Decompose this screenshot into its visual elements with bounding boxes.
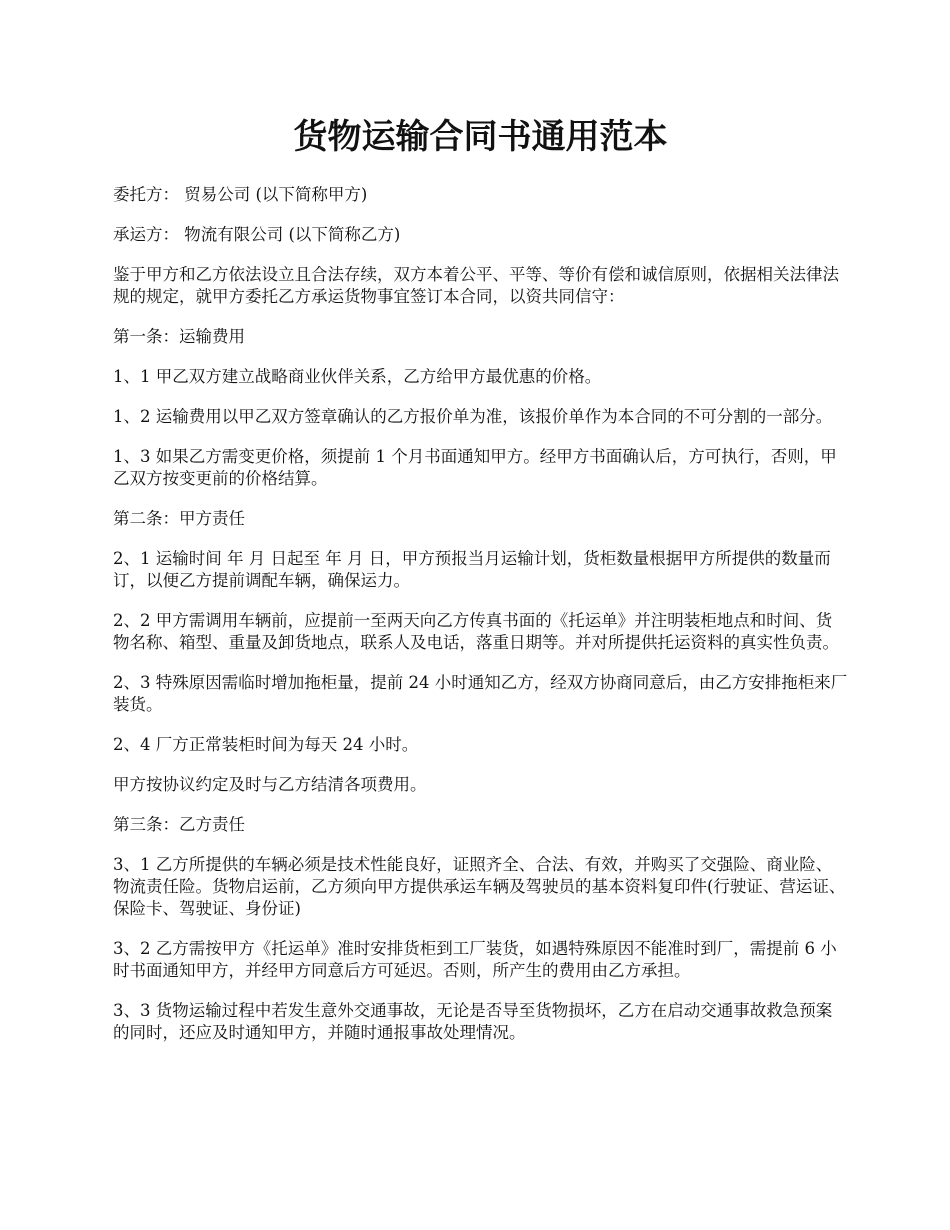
contract-page	[113, 110, 848, 1062]
article-2-heading: 第二条：甲方责任	[113, 509, 245, 528]
clause-2-1: 2、1 运输时间 年 月 日起至 年 月 日，甲方预报当月运输计划，货柜数量根据甲方所提供的数量而订，以便乙方提前调配车辆，确保运力。	[113, 549, 831, 590]
clause-2-4: 2、4 厂方正常装柜时间为每天 24 小时。	[113, 735, 419, 754]
preamble: 鉴于甲方和乙方依法设立且合法存续，双方本着公平、平等、等价有偿和诚信原则，依据相关法律法规的规定，就甲方委托乙方承运货物事宜签订本合同，以资共同信守：	[113, 265, 839, 306]
clause-3-3: 3、3 货物运输过程中若发生意外交通事故，无论是否导至货物损坏，乙方在启动交通事故救急预案的同时，还应及时通知甲方，并随时通报事故处理情况。	[113, 1001, 833, 1042]
clause-1-1: 1、1 甲乙双方建立战略商业伙伴关系，乙方给甲方最优惠的价格。	[113, 367, 602, 386]
clause-3-2: 3、2 乙方需按甲方《托运单》准时安排货柜到工厂装货，如遇特殊原因不能准时到厂，需提前 6 小时书面通知甲方，并经甲方同意后方可延迟。否则，所产生的费用由乙方承担。	[113, 939, 837, 980]
article-3-heading: 第三条：乙方责任	[113, 815, 245, 834]
clause-1-2: 1、2 运输费用以甲乙双方签章确认的乙方报价单为准，该报价单作为本合同的不可分割的一部分。	[113, 407, 833, 426]
article-1-heading: 第一条：运输费用	[113, 327, 245, 346]
document-title: 货物运输合同书通用范本	[293, 117, 668, 157]
clause-1-3: 1、3 如果乙方需变更价格，须提前 1 个月书面通知甲方。经甲方书面确认后，方可执行，否则，甲乙双方按变更前的价格结算。	[113, 447, 837, 488]
clause-2-2: 2、2 甲方需调用车辆前，应提前一至两天向乙方传真书面的《托运单》并注明装柜地点和时间、货物名称、箱型、重量及卸货地点，联系人及电话，落重日期等。并对所提供托运资料的真实性负责。	[113, 611, 839, 652]
party-client: 委托方： 贸易公司 (以下简称甲方)	[113, 185, 368, 204]
clause-2-3: 2、3 特殊原因需临时增加拖柜量，提前 24 小时通知乙方，经双方协商同意后，由乙方安排拖柜来厂装货。	[113, 673, 848, 714]
clause-2-settlement: 甲方按协议约定及时与乙方结清各项费用。	[113, 775, 427, 794]
clause-3-1: 3、1 乙方所提供的车辆必须是技术性能良好，证照齐全、合法、有效，并购买了交强险、商业险、物流责任险。货物启运前，乙方须向甲方提供承运车辆及驾驶员的基本资料复印件(行驶证、营运证、保险卡、驾驶证、身份证)	[113, 855, 846, 918]
party-carrier: 承运方： 物流有限公司 (以下简称乙方)	[113, 225, 401, 244]
